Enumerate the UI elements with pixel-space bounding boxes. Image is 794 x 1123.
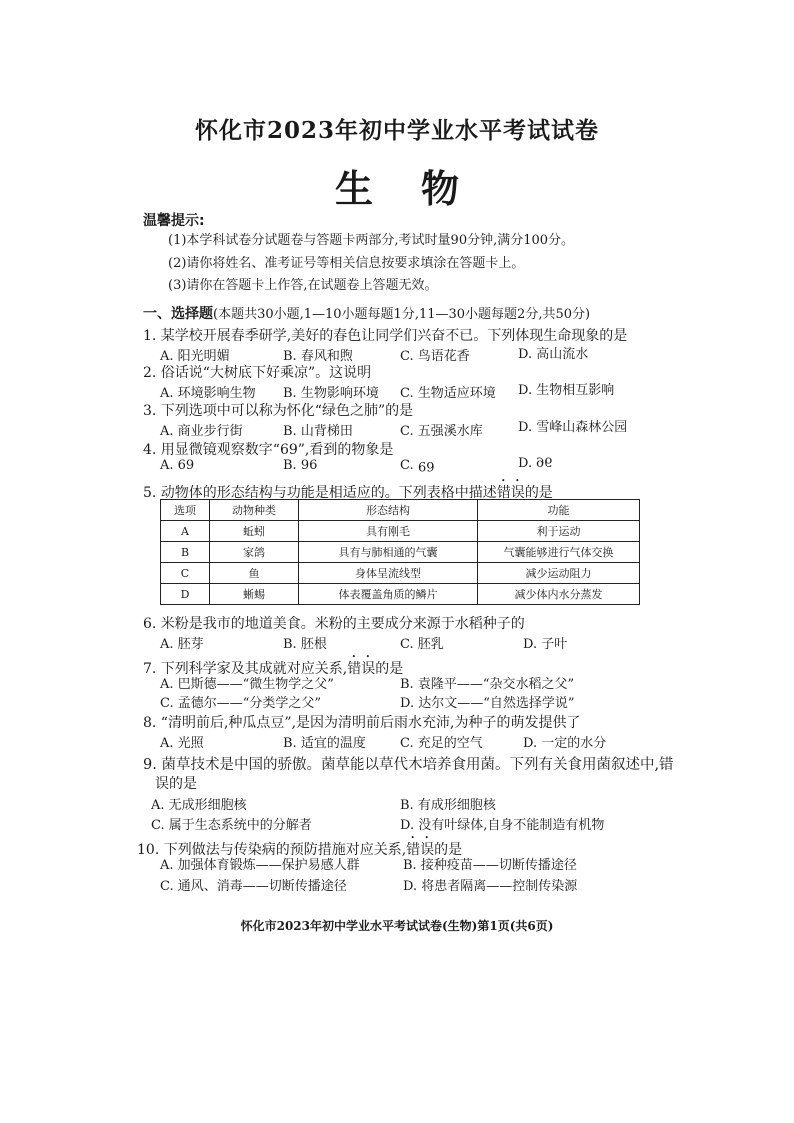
table-cell: 具有与肺相通的气囊 [299, 542, 478, 563]
exam-title: 怀化市2023年初中学业水平考试试卷 [194, 117, 599, 144]
option: C. 通风、消毒——切断传播途径 [160, 879, 347, 894]
option: B. 春风和煦 [283, 349, 353, 364]
table-header: 动物种类 [210, 500, 299, 521]
option: C. 五强溪水库 [400, 424, 483, 439]
option-rotated [400, 458, 434, 473]
option: C. 生物适应环境 [400, 386, 496, 401]
option: C. 鸟语花香 [400, 349, 470, 364]
question-stem: 2. 俗话说“大树底下好乘凉”。这说明 [143, 365, 372, 381]
table-cell: D [161, 584, 210, 605]
table-row [161, 521, 640, 542]
table-cell: 鱼 [210, 563, 299, 584]
tip-item: (3)请你在答题卡上作答,在试题卷上答题无效。 [168, 278, 438, 293]
table-cell: C [161, 563, 210, 584]
question-stem: 8. “清明前后,种瓜点豆”,是因为清明前后雨水充沛,为种子的萌发提供了 [143, 715, 581, 731]
page-footer: 怀化市2023年初中学业水平考试试卷(生物)第1页(共6页) [240, 919, 554, 933]
animal-structure-table [160, 499, 640, 605]
question-stem: 6. 米粉是我市的地道美食。米粉的主要成分来源于水稻种子的 [143, 616, 525, 632]
table-cell: 减少运动阻力 [478, 563, 640, 584]
stem-emphasis: 错误 [347, 661, 376, 677]
option: B. 96 [283, 458, 318, 473]
section-note: (本题共30小题,1—10小题每题1分,11—30小题每题2分,共50分) [213, 307, 591, 322]
subject-title: 生物 [334, 166, 507, 211]
option: A. 巴斯德——“微生物学之父” [160, 677, 334, 692]
option: D. 子叶 [523, 637, 568, 652]
table-cell: 蜥蜴 [210, 584, 299, 605]
table-cell: A [161, 521, 210, 542]
table-row [161, 584, 640, 605]
stem-emphasis: 错误 [496, 485, 525, 501]
stem-text: 的是 [434, 842, 463, 858]
table-cell: 身体呈流线型 [299, 563, 478, 584]
option: B. 有成形细胞核 [400, 798, 496, 813]
option: D. 高山流水 [518, 347, 589, 362]
table-row [161, 542, 640, 563]
table-header-row [161, 500, 640, 521]
stem-text: 的是 [524, 485, 553, 501]
question-stem: 4. 用显微镜观察数字“69”,看到的物象是 [143, 442, 394, 458]
option: D. 将患者隔离——控制传染源 [403, 879, 578, 894]
option: A. 阳光明媚 [160, 349, 230, 364]
tips-heading: 温馨提示: [143, 213, 205, 229]
option: A. 环境影响生物 [160, 386, 256, 401]
stem-text: 7. 下列科学家及其成就对应关系, [143, 661, 348, 677]
table-cell: 减少体内水分蒸发 [478, 584, 640, 605]
option: A. 光照 [160, 736, 204, 751]
mirrored-digits: 96 [536, 456, 553, 471]
question-stem: 9. 菌草技术是中国的骄傲。菌草能以草代木培养食用菌。下列有关食用菌叙述中,错 [143, 757, 674, 773]
option: A. 无成形细胞核 [151, 798, 247, 813]
table-header: 选项 [161, 500, 210, 521]
table-row [161, 563, 640, 584]
option: D. 雪峰山森林公园 [518, 420, 628, 435]
option: A. 69 [160, 458, 195, 473]
question-stem-continued: 误的是 [155, 776, 197, 792]
option-letter: D. [518, 456, 533, 471]
option: A. 商业步行街 [160, 424, 243, 439]
question-stem: 3. 下列选项中可以称为怀化“绿色之肺”的是 [143, 403, 414, 419]
table-cell: 利于运动 [478, 521, 640, 542]
option: C. 属于生态系统中的分解者 [151, 818, 312, 833]
tip-item: (1)本学科试卷分试题卷与答题卡两部分,考试时量90分钟,满分100分。 [168, 233, 575, 248]
option: B. 接种疫苗——切断传播途径 [403, 858, 577, 873]
tip-item: (2)请你将姓名、准考证号等相关信息按要求填涂在答题卡上。 [168, 256, 525, 271]
stem-text: 10. 下列做法与传染病的预防措施对应关系, [137, 842, 407, 858]
table-cell: 具有刚毛 [299, 521, 478, 542]
option: B. 胚根 [283, 637, 327, 652]
table-header: 形态结构 [299, 500, 478, 521]
option: C. 孟德尔——“分类学之父” [160, 696, 322, 711]
option-rotated [518, 456, 553, 471]
option: D. 没有叶绿体,自身不能制造有机物 [400, 818, 605, 833]
option: A. 胚芽 [160, 637, 204, 652]
option-letter: C. [400, 458, 414, 473]
option: B. 袁隆平——“杂交水稻之父” [400, 677, 575, 692]
option: D. 一定的水分 [523, 736, 607, 751]
option: C. 充足的空气 [400, 736, 483, 751]
stem-text: 5. 动物体的形态结构与功能是相适应的。下列表格中描述 [143, 485, 497, 501]
option: B. 山背梯田 [283, 424, 353, 439]
section-heading [143, 303, 590, 323]
rotated-digits: 69 [417, 458, 435, 473]
stem-text: 的是 [375, 661, 404, 677]
option: A. 加强体育锻炼——保护易感人群 [160, 858, 360, 873]
option: D. 生物相互影响 [518, 383, 615, 398]
stem-emphasis: 错误 [406, 842, 435, 858]
option: B. 生物影响环境 [283, 386, 379, 401]
section-label: 一、选择题 [143, 306, 213, 322]
table-cell: 家鸽 [210, 542, 299, 563]
table-header: 功能 [478, 500, 640, 521]
table-cell: 蚯蚓 [210, 521, 299, 542]
table-cell: B [161, 542, 210, 563]
option: C. 胚乳 [400, 637, 444, 652]
option: B. 适宜的温度 [283, 736, 366, 751]
question-stem: 1. 某学校开展春季研学,美好的春色让同学们兴奋不已。下列体现生命现象的是 [143, 328, 628, 344]
table-cell: 气囊能够进行气体交换 [478, 542, 640, 563]
table-cell: 体表覆盖角质的鳞片 [299, 584, 478, 605]
option: D. 达尔文——“自然选择学说” [400, 696, 575, 711]
